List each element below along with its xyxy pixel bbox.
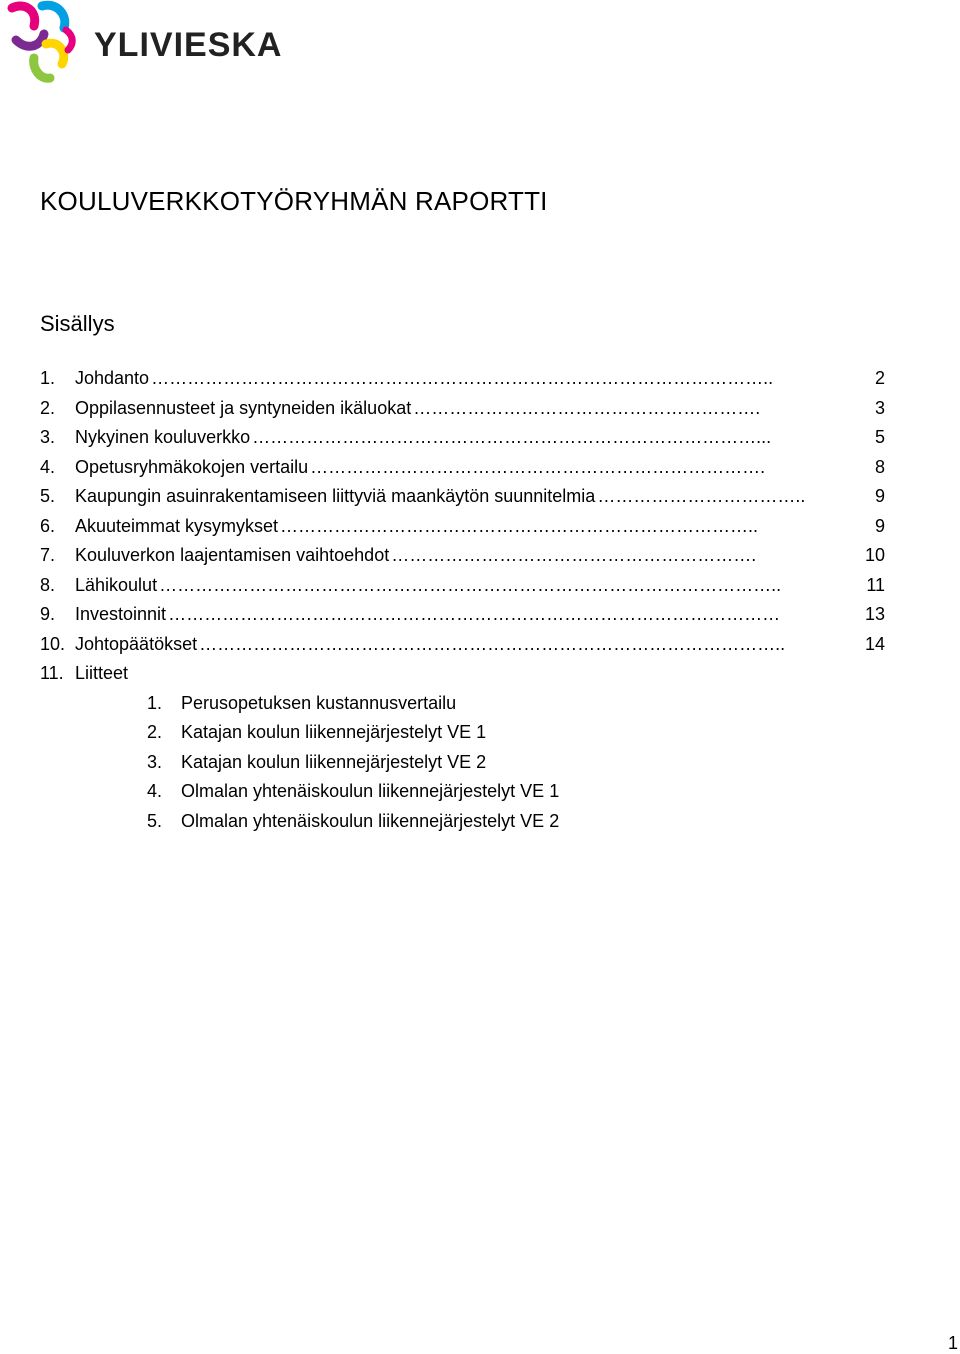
appendix-entry-number: 4. [147, 781, 163, 801]
toc-entry[interactable] [40, 633, 885, 655]
toc-entry-number: 10. [40, 633, 66, 654]
toc-entry-number: 1. [40, 368, 56, 388]
logo-wordmark: YLIVIESKA [94, 26, 283, 64]
appendix-entry-title: Katajan koulun liikennejärjestelyt VE 1 [181, 722, 487, 742]
toc-entry-number: 5. [40, 486, 56, 506]
toc-entry-title: Investoinnit [75, 604, 167, 624]
toc-entry-page: 3 [874, 397, 885, 418]
toc-entry-leader: …………………………………………………………………. [310, 456, 766, 477]
toc-entry-leader: ……………………………………………………. [391, 545, 757, 565]
appendix-entry-title: Perusopetuksen kustannusvertailu [181, 692, 457, 713]
document-title: KOULUVERKKOTYÖRYHMÄN RAPORTTI [40, 186, 548, 216]
toc-entry-page: 10 [864, 545, 885, 565]
toc-entry-leader: …………………………………………………. [413, 397, 761, 418]
appendix-entry-title: Olmalan yhtenäiskoulun liikennejärjestelyt VE 1 [181, 781, 560, 801]
toc-entry-number: 9. [40, 604, 56, 624]
ylivieska-logo [4, 0, 283, 90]
toc-entry-number: 11. [40, 663, 64, 683]
toc-entry[interactable] [40, 367, 885, 389]
toc-entry[interactable] [40, 426, 885, 448]
toc-entry-number: 7. [40, 545, 56, 565]
toc-entry[interactable] [40, 544, 885, 566]
toc-entry-leader: …………………………………………………………………………………….. [199, 633, 786, 654]
toc-entry-page: 13 [864, 604, 885, 624]
toc-entry[interactable] [40, 662, 885, 684]
toc-entry-title: Akuuteimmat kysymykset [75, 515, 279, 536]
toc-entry-page: 9 [874, 486, 885, 506]
toc-entry-page: 9 [874, 515, 885, 536]
toc-entry-title: Lähikoulut [75, 574, 158, 595]
toc-entry-number: 3. [40, 427, 56, 447]
toc-entry-title: Nykyinen kouluverkko [75, 427, 251, 447]
toc-entry-page: 11 [866, 574, 885, 595]
toc-entry-title: Johdanto [75, 368, 150, 388]
page-number: 1 [948, 1333, 959, 1353]
toc-entry-leader: …………………………………………………………………………... [252, 427, 772, 447]
toc-entry[interactable] [40, 397, 885, 419]
appendix-entry-number: 5. [147, 810, 163, 831]
appendix-entry-number: 1. [147, 692, 163, 713]
toc-entry-title: Johtopäätökset [75, 633, 198, 654]
toc-entry-title: Opetusryhmäkokojen vertailu [75, 456, 309, 477]
appendix-entry-title: Olmalan yhtenäiskoulun liikennejärjestelyt VE 2 [181, 810, 560, 831]
toc-entry[interactable] [40, 603, 885, 625]
toc-entry-leader: ………………………………………………………………………………………….. [151, 368, 774, 388]
toc-entry-number: 2. [40, 397, 56, 418]
toc-entry[interactable] [40, 574, 885, 596]
toc-entry-title: Oppilasennusteet ja syntyneiden ikäluokat [75, 397, 412, 418]
toc-entry-title: Kaupungin asuinrakentamiseen liittyviä maankäytön suunnitelmia [75, 486, 596, 506]
toc-entry-number: 6. [40, 515, 56, 536]
toc-entry[interactable] [40, 456, 885, 478]
toc-entry-title: Liitteet [75, 663, 129, 683]
toc-entry-page: 5 [874, 427, 885, 447]
toc-entry[interactable] [40, 515, 885, 537]
toc-entry-leader: ………………………………………………………………………………………….. [159, 574, 782, 595]
ylivieska-emblem-icon [4, 0, 283, 90]
toc-entry[interactable] [40, 485, 885, 507]
toc-entry-leader: ………………………………………………………………………………………… [168, 604, 781, 624]
appendix-entry-number: 2. [147, 722, 163, 742]
toc-entry-number: 8. [40, 574, 56, 595]
toc-entry-page: 8 [874, 456, 885, 477]
toc-entry-title: Kouluverkon laajentamisen vaihtoehdot [75, 545, 390, 565]
toc-entry-page: 14 [864, 633, 885, 654]
toc-entry-leader: …………………………………………………………………….. [280, 515, 759, 536]
appendix-entry-title: Katajan koulun liikennejärjestelyt VE 2 [181, 751, 487, 772]
toc-entry-leader: …………………………….. [597, 486, 806, 506]
appendix-entry-number: 3. [147, 751, 163, 772]
toc-entry-number: 4. [40, 456, 56, 477]
toc-entry-page: 2 [874, 368, 885, 388]
toc-heading: Sisällys [40, 311, 115, 336]
